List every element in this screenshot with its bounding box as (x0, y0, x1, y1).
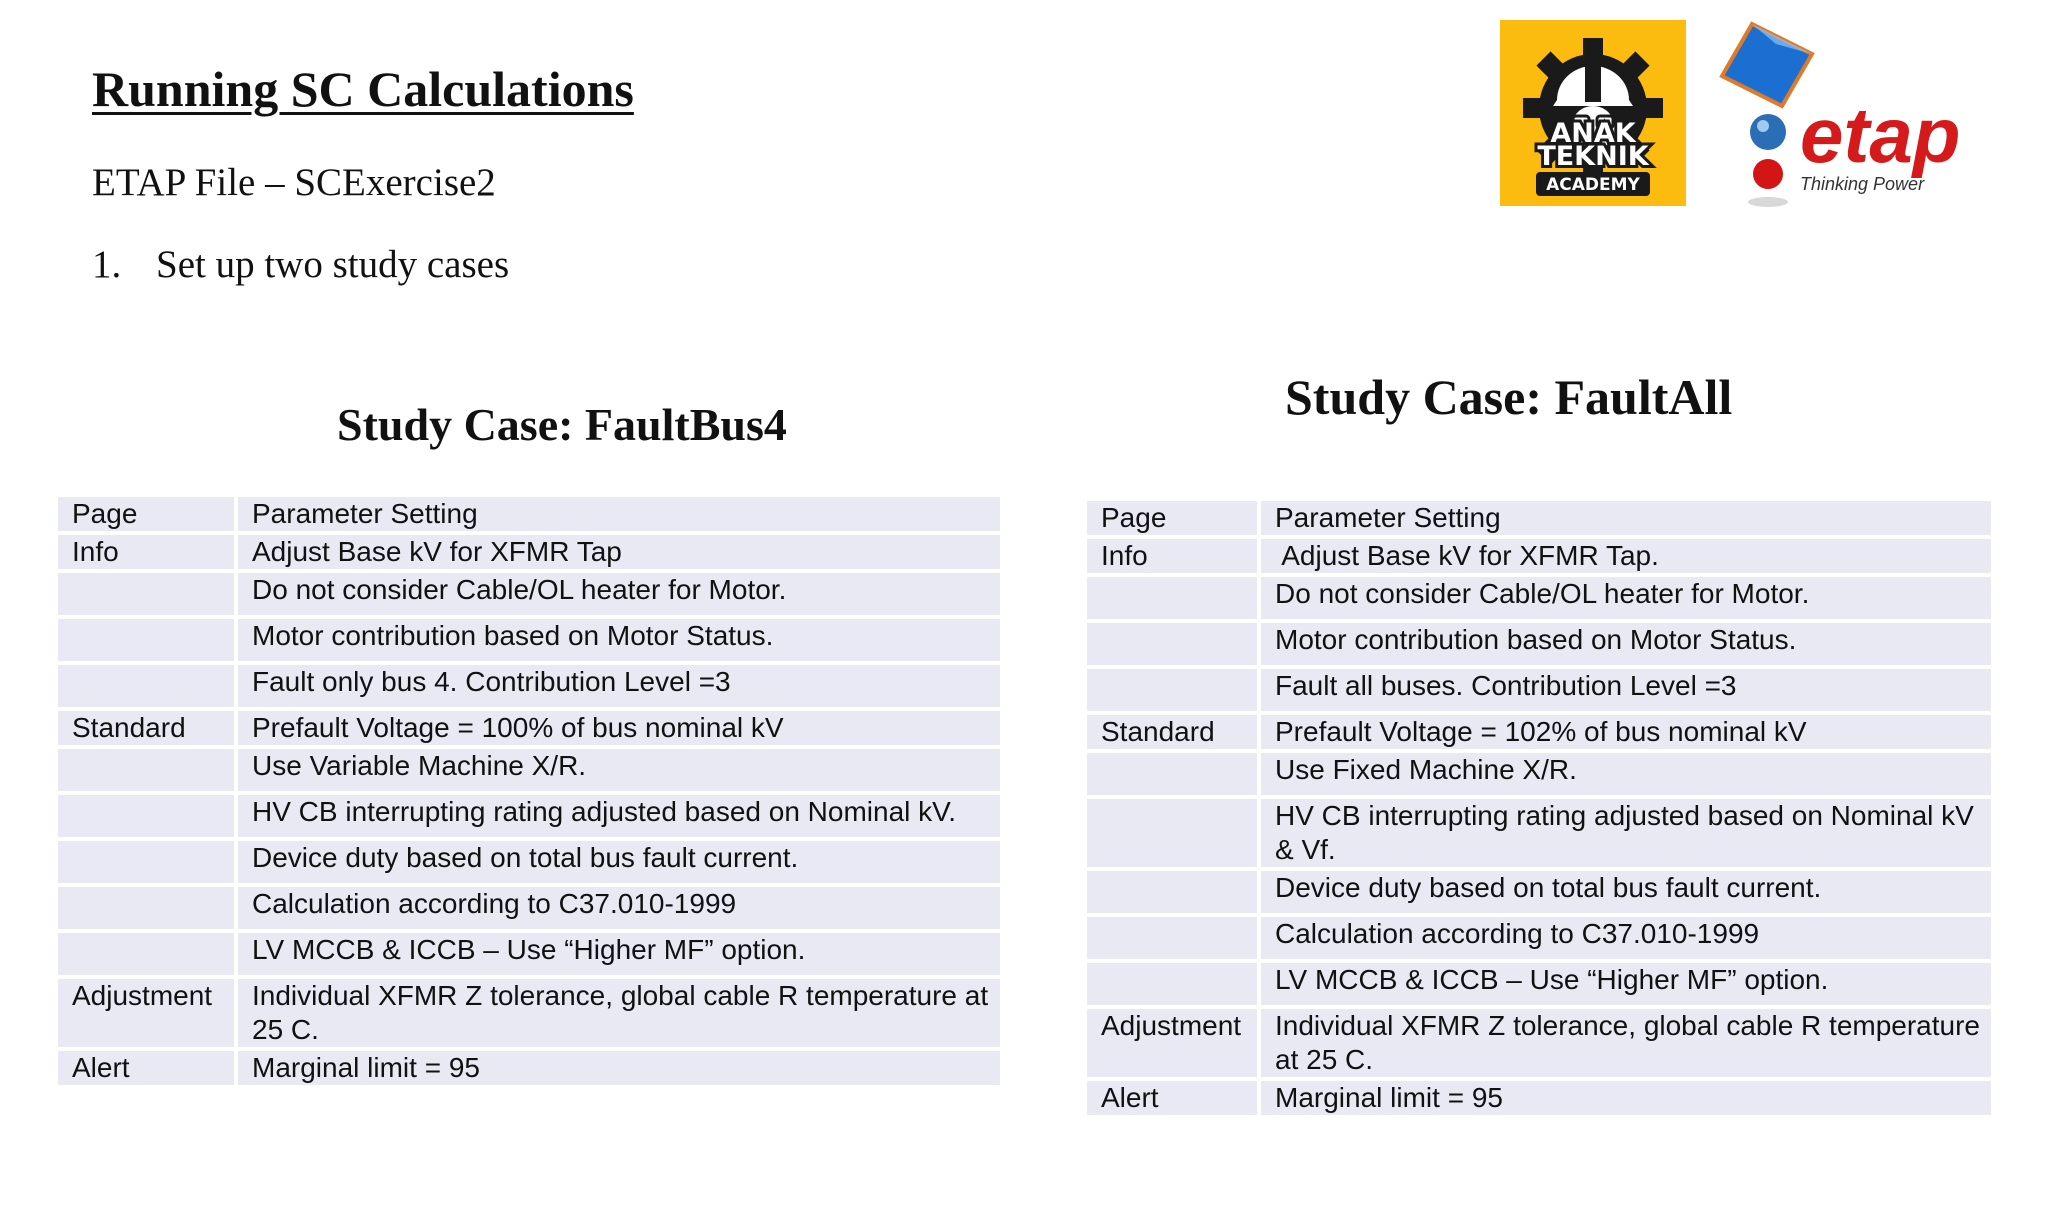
page-cell (1087, 963, 1257, 1005)
setting-cell: Marginal limit = 95 (1261, 1081, 1991, 1115)
setting-cell: Do not consider Cable/OL heater for Motor. (238, 573, 1000, 615)
table-header-row (58, 497, 1000, 531)
svg-text:TEKNIK: TEKNIK (1537, 141, 1649, 172)
setting-column-header: Parameter Setting (238, 497, 1000, 531)
setting-cell: Prefault Voltage = 100% of bus nominal kV (238, 711, 1000, 745)
step-item (92, 242, 509, 287)
table-row (1087, 715, 1991, 749)
setting-cell: HV CB interrupting rating adjusted based on Nominal kV & Vf. (1261, 799, 1991, 867)
page-cell: Standard (1087, 715, 1257, 749)
table-row (1087, 669, 1991, 711)
table-row (58, 887, 1000, 929)
setting-cell: Use Variable Machine X/R. (238, 749, 1000, 791)
table-row (58, 933, 1000, 975)
anak-teknik-academy-logo (1500, 20, 1686, 206)
table-row (1087, 623, 1991, 665)
page-cell: Adjustment (58, 979, 234, 1047)
page-cell (1087, 753, 1257, 795)
page-cell: Info (58, 535, 234, 569)
page-title: Running SC Calculations (92, 61, 634, 117)
setting-cell: LV MCCB & ICCB – Use “Higher MF” option. (238, 933, 1000, 975)
table-row (1087, 753, 1991, 795)
study-case-faultbus4-heading: Study Case: FaultBus4 (337, 399, 787, 450)
setting-cell: HV CB interrupting rating adjusted based on Nominal kV. (238, 795, 1000, 837)
svg-text:etap: etap (1800, 91, 1961, 179)
table-row (1087, 963, 1991, 1005)
table-row (1087, 539, 1991, 573)
setting-cell: Marginal limit = 95 (238, 1051, 1000, 1085)
page-cell (1087, 917, 1257, 959)
table-row (58, 619, 1000, 661)
page-cell (1087, 623, 1257, 665)
page-column-header: Page (1087, 501, 1257, 535)
page-cell (58, 795, 234, 837)
svg-text:ANAK: ANAK (1550, 118, 1636, 149)
table-row (58, 979, 1000, 1047)
setting-cell: Calculation according to C37.010-1999 (1261, 917, 1991, 959)
svg-text:Thinking Power: Thinking Power (1800, 174, 1925, 194)
page-cell: Standard (58, 711, 234, 745)
table-row (1087, 799, 1991, 867)
page-cell: Alert (58, 1051, 234, 1085)
setting-cell: Individual XFMR Z tolerance, global cable R temperature at 25 C. (238, 979, 1000, 1047)
page-cell (58, 933, 234, 975)
table-row (58, 711, 1000, 745)
page-cell (1087, 871, 1257, 913)
table-row (58, 573, 1000, 615)
faultall-parameter-table (1083, 497, 1995, 1119)
table-row (58, 749, 1000, 791)
setting-cell: Adjust Base kV for XFMR Tap (238, 535, 1000, 569)
page-cell (58, 887, 234, 929)
setting-column-header: Parameter Setting (1261, 501, 1991, 535)
table-header-row (1087, 501, 1991, 535)
setting-cell: Calculation according to C37.010-1999 (238, 887, 1000, 929)
table-row (1087, 577, 1991, 619)
setting-cell: Individual XFMR Z tolerance, global cable R temperature at 25 C. (1261, 1009, 1991, 1077)
page-cell (58, 573, 234, 615)
setting-cell: Do not consider Cable/OL heater for Motor. (1261, 577, 1991, 619)
page-cell (58, 665, 234, 707)
page-cell (1087, 577, 1257, 619)
table-row (58, 535, 1000, 569)
table-row (58, 665, 1000, 707)
setting-cell: Device duty based on total bus fault current. (1261, 871, 1991, 913)
setting-cell: Fault all buses. Contribution Level =3 (1261, 669, 1991, 711)
page-cell (1087, 669, 1257, 711)
setting-cell: Use Fixed Machine X/R. (1261, 753, 1991, 795)
svg-text:ACADEMY: ACADEMY (1546, 175, 1640, 195)
setting-cell: LV MCCB & ICCB – Use “Higher MF” option. (1261, 963, 1991, 1005)
etap-diamond-globe-icon (1716, 14, 2026, 224)
study-case-faultall-heading: Study Case: FaultAll (1285, 369, 1733, 425)
page-cell (58, 749, 234, 791)
setting-cell: Adjust Base kV for XFMR Tap. (1261, 539, 1991, 573)
page-cell: Alert (1087, 1081, 1257, 1115)
page-column-header: Page (58, 497, 234, 531)
page-cell: Adjustment (1087, 1009, 1257, 1077)
step-number: 1. (92, 243, 122, 286)
page-cell: Info (1087, 539, 1257, 573)
table-row (1087, 1009, 1991, 1077)
page-cell (58, 619, 234, 661)
gear-helmet-icon (1500, 20, 1686, 206)
etap-logo (1716, 14, 2026, 224)
etap-file-line: ETAP File – SCExercise2 (92, 161, 496, 204)
setting-cell: Prefault Voltage = 102% of bus nominal kV (1261, 715, 1991, 749)
table-row (58, 841, 1000, 883)
faultbus4-parameter-table (54, 493, 1004, 1089)
page-cell (58, 841, 234, 883)
setting-cell: Motor contribution based on Motor Status. (1261, 623, 1991, 665)
logo-group (1500, 14, 2030, 214)
setting-cell: Motor contribution based on Motor Status. (238, 619, 1000, 661)
table-row (58, 795, 1000, 837)
table-row (58, 1051, 1000, 1085)
setting-cell: Fault only bus 4. Contribution Level =3 (238, 665, 1000, 707)
table-row (1087, 1081, 1991, 1115)
table-row (1087, 917, 1991, 959)
table-row (1087, 871, 1991, 913)
setting-cell: Device duty based on total bus fault current. (238, 841, 1000, 883)
page-cell (1087, 799, 1257, 867)
step-text: Set up two study cases (156, 243, 510, 286)
